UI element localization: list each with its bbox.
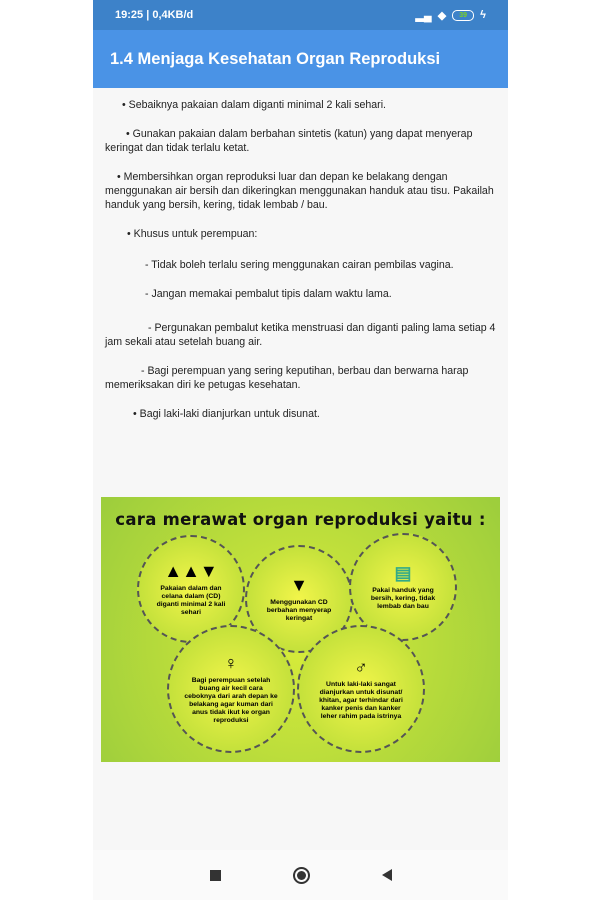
infographic-image (101, 497, 500, 762)
infographic-item: ♂ Untuk laki-laki sangat dianjurkan untuk disunat/ khitan, agar terhindar dari kanker penis dan kanker leher rahim pada istrinya (297, 625, 425, 753)
briefs-icon: ▼ (290, 575, 308, 595)
back-button[interactable] (382, 869, 392, 881)
app-bar (93, 30, 508, 88)
paragraph: - Jangan memakai pembalut tipis dalam waktu lama. (145, 288, 392, 300)
charging-icon: ϟ (480, 9, 486, 21)
infographic-item: ▲▲▼ Pakaian dalam dan celana dalam (CD) diganti minimal 2 kali sehari (137, 535, 245, 643)
navigation-bar (93, 850, 508, 900)
man-icon: ♂ (354, 657, 368, 677)
status-time: 19:25 | 0,4KB/d (115, 9, 194, 21)
paragraph: • Membersihkan organ reproduksi luar dan depan ke belakang dengan menggunakan air bersih dan dikeringkan menggunakan handuk atau tisu. Pakailah handuk yang bersih, kering, tidak lembab / bau. (105, 171, 494, 211)
battery-icon: 39 (452, 10, 474, 21)
paragraph: • Gunakan pakaian dalam berbahan sintetis (katun) yang dapat menyerap keringat dan tidak terlalu ketat. (105, 128, 473, 154)
paragraph: • Sebaiknya pakaian dalam diganti minimal 2 kali sehari. (122, 99, 386, 111)
paragraph: • Khusus untuk perempuan: (127, 228, 258, 240)
woman-icon: ♀ (224, 653, 238, 673)
paragraph: - Bagi perempuan yang sering keputihan, berbau dan berwarna harap memeriksakan diri ke petugas kesehatan. (105, 365, 469, 391)
towel-icon: ▤ (394, 563, 412, 583)
infographic-item: ▼ Menggunakan CD berbahan menyerap keringat (245, 545, 353, 653)
status-bar (93, 0, 508, 30)
recents-button[interactable] (210, 870, 221, 881)
paragraph: - Tidak boleh terlalu sering menggunakan cairan pembilas vagina. (145, 259, 454, 271)
underwear-icon: ▲▲▼ (164, 561, 218, 581)
infographic-item: ▤ Pakai handuk yang bersih, kering, tidak lembab dan bau (349, 533, 457, 641)
wifi-icon: ◆ (437, 9, 447, 22)
phone-screen (93, 0, 508, 900)
paragraph: - Pergunakan pembalut ketika menstruasi dan diganti paling lama setiap 4 jam sekali atau setelah buang air. (105, 322, 496, 348)
home-button[interactable] (293, 867, 310, 884)
infographic-title: cara merawat organ reproduksi yaitu : (115, 510, 486, 529)
article-content (93, 88, 508, 421)
signal-icon: ▂▄ (415, 9, 432, 22)
paragraph: • Bagi laki-laki dianjurkan untuk disunat. (133, 408, 320, 420)
page-title: 1.4 Menjaga Kesehatan Organ Reproduksi (110, 49, 441, 68)
infographic-item: ♀ Bagi perempuan setelah buang air kecil cara ceboknya dari arah depan ke belakang agar kuman dari anus tidak ikut ke organ reproduksi (167, 625, 295, 753)
